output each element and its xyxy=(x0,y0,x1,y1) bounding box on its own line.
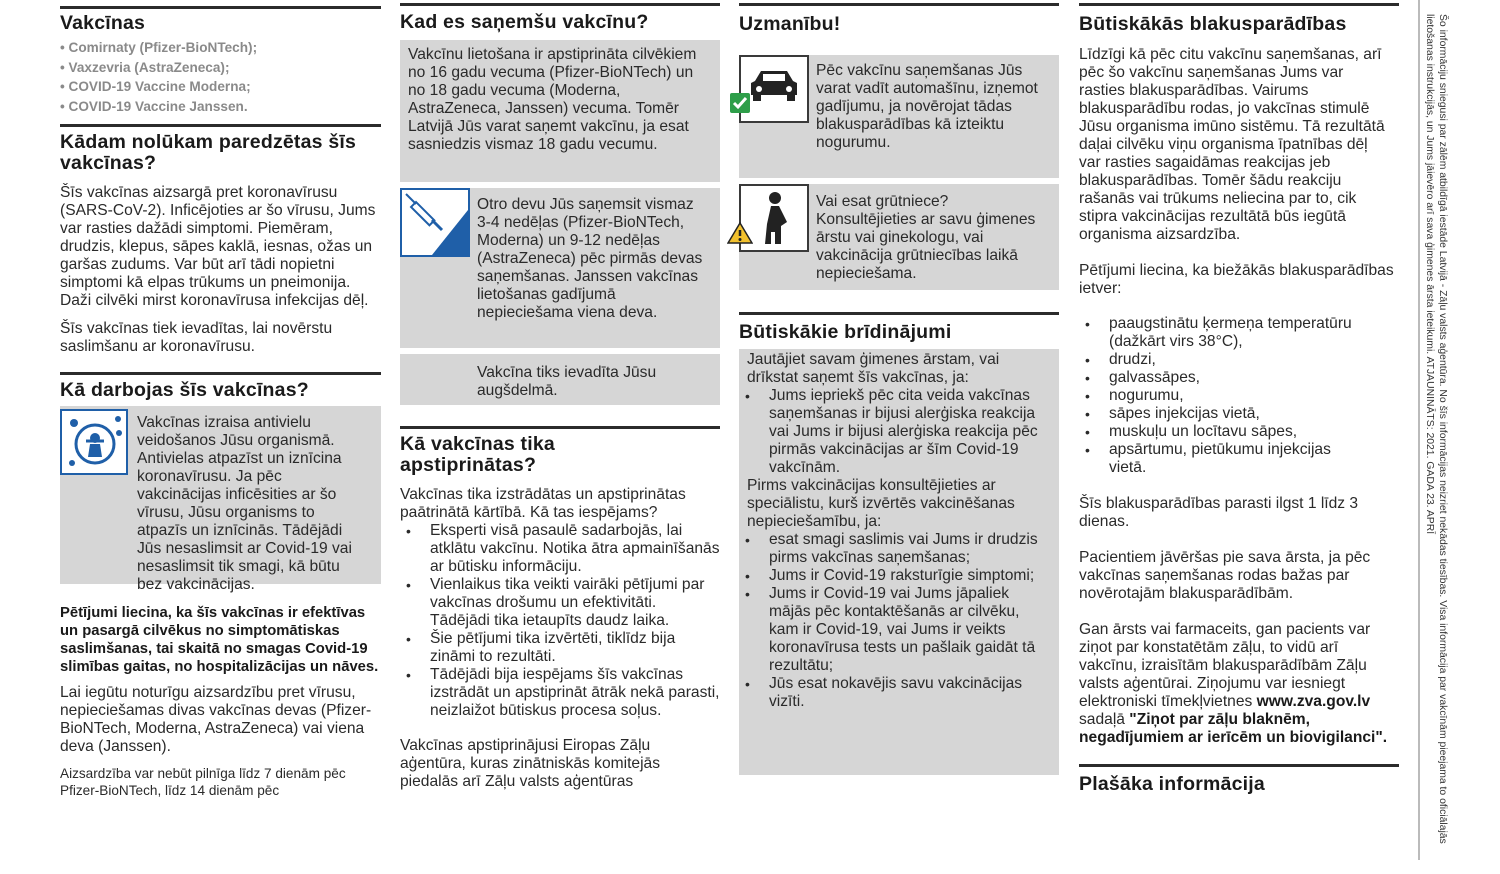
warnings-mid: Pirms vakcinācijas konsultējieties ar speciālistu, kurš izvērtēs vakcinēšanas nepieciešamību, ja: xyxy=(747,477,1015,530)
pregnant-box xyxy=(739,184,1059,290)
section-rule xyxy=(400,3,720,6)
side-effects-p1: Līdzīgi kā pēc citu vakcīnu saņemšanas, arī pēc šo vakcīnu saņemšanas Jums var rasties blakusparādības. Vairums blakusparādību rodas, jo vakcīnas stimulē Jūsu organisma imūno sistēmu. Tā rezultātā daļai cilvēku viņu organisma īpatnības dēļ var rasties sagaidāmas reakcijas jeb blakusparādības. Tomēr šādu reakciju rašanās vai trūkums neliecina par to, cik stipra vakcinācijas rezultātā būs iegūtā organisma aizsardzība. xyxy=(1079,46,1385,243)
list-item: • paaugstinātu ķermeņa temperatūru (dažkārt virs 38°C), xyxy=(1109,315,1369,351)
list-item: • Eksperti visā pasaulē sadarbojās, lai atklātu vakcīnu. Notika ātra apmainīšanās ar būtisku informāciju. xyxy=(430,522,720,576)
list-item: • Jums ir Covid-19 vai Jums jāpaliek mājās pēc kontaktēšanās ar cilvēku, kam ir Covid-19, vai Jums ir veikts koronavīrusa tests un pašlaik gaidāt tā rezultātu; xyxy=(769,585,1051,675)
more-info-heading: Plašāka informācija xyxy=(1079,773,1265,795)
side-effects-p3: Šīs blakusparādības parasti ilgst 1 līdz 3 dienas. xyxy=(1079,495,1359,530)
list-item: • Jums ir Covid-19 raksturīgie simptomi; xyxy=(769,567,1051,585)
protection-paragraph: Aizsardzība var nebūt pilnīga līdz 7 dienām pēc Pfizer-BioNTech, līdz 14 dienām pēc xyxy=(60,766,346,798)
injection-icon xyxy=(400,188,470,257)
immune-icon xyxy=(60,409,128,475)
section-rule xyxy=(60,124,381,127)
report-mid: sadaļā xyxy=(1079,711,1130,728)
list-item: • esat smagi saslimis vai Jums ir drudzis pirms vakcīnas saņemšanas; xyxy=(769,531,1051,567)
dose-box-text: Otro devu Jūs saņemsit vismaz 3-4 nedēļas (Pfizer-BioNTech, Moderna) un 9-12 nedēļas (AstraZeneca) pēc pirmās devas saņemšanas. Janssen vakcīnas lietošanas gadījumā nepieciešama viena deva. xyxy=(477,196,703,321)
how-box xyxy=(60,406,381,593)
approved-intro: Vakcīnas tika izstrādātas un apstiprinātas paātrinātā kārtībā. Kā tas iespējams? xyxy=(400,486,686,521)
purpose-paragraph: Šīs vakcīnas aizsargā pret koronavīrusu (SARS-CoV-2). Inficējoties ar šo vīrusu, Jums var rasties dažādi simptomi. Piemēram, drudzis, klepus, sāpes kaklā, iesnas, ožas un garšas zudums. Var būt arī tādi nopietni simptomi kā elpas trūkums un pneimonija. Daži cilvēki mirst koronavīrusa infekcijas dēļ. xyxy=(60,184,376,309)
list-item: • Jums iepriekš pēc cita veida vakcīnas saņemšanas ir bijusi alerģiska reakcija vai Jums ir bijusi alerģiska reakcija pēc pirmās vakcinācijas ar šīm Covid-19 vakcīnām. xyxy=(769,387,1051,477)
approved-footer: Vakcīnas apstiprinājusi Eiropas Zāļu aģentūra, kuras zinātniskās komitejās piedalās arī Zāļu valsts aģentūras xyxy=(400,737,661,790)
list-item: • Vienlaikus tika veikti vairāki pētījumi par vakcīnas drošumu un efektivitāti. Tādējādi tika ietaupīts daudz laika. xyxy=(430,576,720,630)
side-effects-p4: Pacientiem jāvēršas pie sava ārsta, ja pēc vakcīnas saņemšanas rodas bažas par novērotajām blakusparādībām. xyxy=(1079,549,1371,602)
how-box-text: Vakcīnas izraisa antivielu veidošanos Jūsu organismā. Antivielas atpazīst un iznīcina koronavīrusu. Ja pēc vakcinācijas inficēsities ar šo vīrusu, Jūsu organisms to atpazīs un iznīcinās. Tādējādi Jūs nesaslimsit ar Covid-19 vai nesaslimsit tik smagi, kā būtu bez vakcinācijas. xyxy=(137,414,352,593)
side-effects-heading: Būtiskākās blakusparādības xyxy=(1079,13,1347,35)
warnings-list-1 xyxy=(747,387,1051,477)
vaccine-item: • Comirnaty (Pfizer-BioNTech); xyxy=(60,40,258,55)
list-item: • muskuļu un locītavu sāpes, xyxy=(1109,423,1369,441)
purpose-heading: Kādam nolūkam paredzētas šīs vakcīnas? xyxy=(60,131,357,174)
list-item: • drudzi, xyxy=(1109,351,1369,369)
when-box: Vakcīnu lietošana ir apstiprināta cilvēkiem no 16 gadu vecuma (Pfizer-BioNTech) un no 18 gadu vecuma (Moderna, AstraZeneca, Janssen) vecuma. Tomēr Latvijā Jūs varat saņemt vakcīnu, ja esat sasniedzis vismaz 18 gadu vecumu. xyxy=(400,40,720,182)
drive-box xyxy=(739,55,1059,178)
approved-heading: Kā vakcīnas tika apstiprinātas? xyxy=(400,433,555,476)
list-item: • nogurumu, xyxy=(1109,387,1369,405)
section-rule xyxy=(739,3,1059,6)
list-item: • galvassāpes, xyxy=(1109,369,1369,387)
list-item: • Tādējādi bija iespējams šīs vakcīnas izstrādāt un apstiprināt ātrāk nekā parasti, neizlaižot būtiskus procesa soļus. xyxy=(430,666,720,720)
attention-heading: Uzmanību! xyxy=(739,13,841,35)
dose-box xyxy=(400,188,720,348)
vaccine-item: • COVID-19 Vaccine Moderna; xyxy=(60,79,251,94)
section-rule xyxy=(1079,3,1399,6)
zva-link[interactable]: www.zva.gov.lv xyxy=(1256,693,1371,710)
section-rule xyxy=(60,6,381,9)
warning-icon xyxy=(727,222,753,244)
report-paragraph xyxy=(1079,621,1399,747)
report-bold: "Ziņot par zāļu blaknēm, negadījumiem ar ierīcēm un biovigilanci". xyxy=(1079,711,1388,746)
column-1 xyxy=(60,0,381,799)
drive-text: Pēc vakcīnu saņemšanas Jūs varat vadīt automašīnu, izņemot gadījumu, ja novērojat tādas blakusparādības kā izteiktu nogurumu. xyxy=(816,62,1038,151)
list-item: • Jūs esat nokavējis savu vakcinācijas vizīti. xyxy=(769,675,1051,711)
vaccine-list xyxy=(60,38,381,116)
report-text: Gan ārsts vai farmaceits, gan pacients var ziņot par konstatētām zāļu, to vidū arī vakcīnu, izraisītām blakusparādībām Zāļu valsts aģentūrai. Ziņojumu var iesniegt elektroniski tīmekļvietnes xyxy=(1079,621,1371,710)
warnings-heading: Būtiskākie brīdinājumi xyxy=(739,321,952,343)
section-rule xyxy=(1079,764,1399,767)
doses-paragraph: Lai iegūtu noturīgu aizsardzību pret vīrusu, nepieciešamas divas vakcīnas devas (Pfizer-BioNTech, Moderna, AstraZeneca) vai viena deva (Janssen). xyxy=(60,684,372,755)
section-rule xyxy=(739,312,1059,315)
how-heading: Kā darbojas šīs vakcīnas? xyxy=(60,379,309,401)
check-icon xyxy=(730,93,750,113)
disclaimer-vertical: Šo informāciju sniegusi par zālēm atbildīgā iestāde Latvijā - Zāļu valsts aģentūra. No šīs informācijas neizriet nekādas tiesības. Visa informācija par vakcīnām pieejama to oficiālajās lietošanas instrukcijās, un Jums jāievēro arī sava ģimenes ārsta ieteikumi. ATJAUNINĀTS: 2021. GADA 23. APRĪ xyxy=(1424,14,1448,844)
vaccine-item: • COVID-19 Vaccine Janssen. xyxy=(60,98,248,114)
approved-list xyxy=(400,522,720,720)
section-rule xyxy=(60,372,381,375)
list-item: • Šie pētījumi tika izvērtēti, tiklīdz bija zināmi to rezultāti. xyxy=(430,630,720,666)
vaccine-item: • Vaxzevria (AstraZeneca); xyxy=(60,59,230,75)
efficacy-bold: Pētījumi liecina, ka šīs vakcīnas ir efektīvas un pasargā cilvēkus no simptomātiskas saslimšanas, tai skaitā no smagas Covid-19 slimības gaitas, no hospitalizācijas un nāves. xyxy=(60,605,379,675)
side-effects-p2: Pētījumi liecina, ka biežākās blakusparādības ietver: xyxy=(1079,262,1394,297)
warnings-list-2 xyxy=(747,531,1051,711)
vaccines-heading: Vakcīnas xyxy=(60,12,146,34)
warnings-intro: Jautājiet savam ģimenes ārstam, vai drīkstat saņemt šīs vakcīnas, ja: xyxy=(747,351,1000,386)
purpose-paragraph-2: Šīs vakcīnas tiek ievadītas, lai novērstu saslimšanu ar koronavīrusu. xyxy=(60,320,333,355)
when-heading: Kad es saņemšu vakcīnu? xyxy=(400,11,649,33)
column-2 xyxy=(400,0,720,791)
warnings-box xyxy=(739,349,1059,775)
list-item: • apsārtumu, pietūkumu injekcijas vietā. xyxy=(1109,441,1369,477)
column-3 xyxy=(739,0,1059,775)
pregnant-text: Vai esat grūtniece? Konsultējieties ar savu ģimenes ārstu vai ginekologu, vai vakcinācija grūtniecības laikā nepieciešama. xyxy=(816,193,1036,282)
section-rule xyxy=(400,426,720,429)
arm-box: Vakcīna tiks ievadīta Jūsu augšdelmā. xyxy=(400,354,720,405)
column-4 xyxy=(1079,0,1399,795)
list-item: • sāpes injekcijas vietā, xyxy=(1109,405,1369,423)
side-effects-list xyxy=(1079,315,1369,477)
